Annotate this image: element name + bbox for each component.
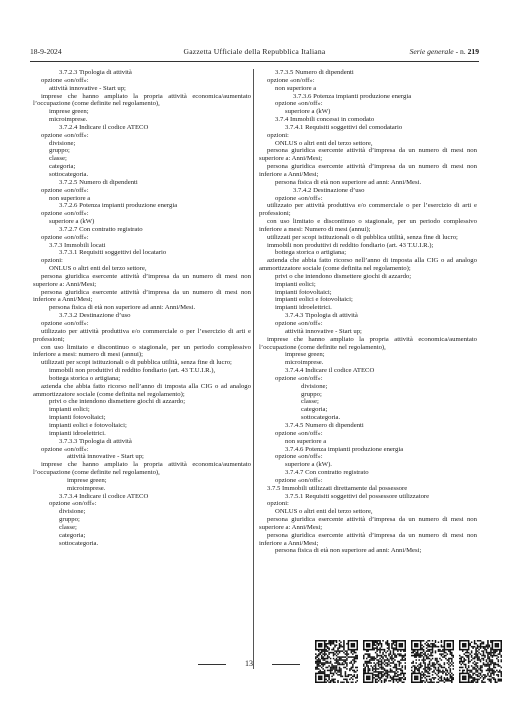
paragraph: 3.7.3.2 Destinazione d’uso <box>59 312 131 320</box>
paragraph: divisione; <box>49 139 76 147</box>
paragraph: opzione «on/off»: <box>41 320 89 327</box>
paragraph: 3.7.2.4 Indicare il codice ATECO <box>59 123 149 131</box>
paragraph: 3.7.2.5 Numero di dipendenti <box>59 178 138 186</box>
paragraph: impianti eolici; <box>275 280 316 288</box>
paragraph: opzione «on/off»: <box>41 445 89 453</box>
paragraph: opzione «on/off»: <box>49 500 97 508</box>
paragraph: imprese green; <box>67 476 107 484</box>
publication-date: 18-9-2024 <box>30 47 62 56</box>
paragraph: persona fisica di età non superiore ad anni: Anni/Mesi. <box>275 178 422 186</box>
qr-code-4 <box>459 640 502 683</box>
paragraph: opzioni: <box>267 131 289 139</box>
paragraph: persona giuridica esercente attività d’impresa da un numero di mesi non superiore a: Anni/Mesi; <box>259 147 477 163</box>
paragraph: impianti fotovoltaici; <box>275 288 332 296</box>
paragraph: non superiore a <box>285 437 327 445</box>
paragraph: opzione «on/off»: <box>275 320 323 327</box>
paragraph: opzione «on/off»: <box>41 131 89 139</box>
paragraph: azienda che abbia fatto ricorso nell’anno di imposta alla CIG o ad analogo ammortizzatore sociale (come definita nel regolamento); <box>33 382 251 398</box>
paragraph: 3.7.3.5 Numero di dipendenti <box>275 69 354 76</box>
paragraph: attività innovative - Start up; <box>49 84 126 92</box>
paragraph: classe; <box>301 398 319 406</box>
paragraph: persona giuridica esercente attività d’impresa da un numero di mesi non superiore a: Anni/Mesi; <box>259 516 477 531</box>
paragraph: superiore a (kW). <box>285 461 332 469</box>
paragraph: microimprese. <box>67 484 106 492</box>
paragraph: 3.7.3.6 Potenza impianti produzione energia <box>293 92 412 100</box>
paragraph: azienda che abbia fatto ricorso nell’anno di imposta alla CIG o ad analogo ammortizzatore sociale (come definita nel regolamento); <box>259 257 477 273</box>
paragraph: opzione «on/off»: <box>275 100 323 108</box>
paragraph: 3.7.4 Immobili concessi in comodato <box>275 116 375 124</box>
paragraph: 3.7.4.2 Destinazione d’uso <box>293 186 365 194</box>
paragraph: microimprese. <box>49 116 88 124</box>
paragraph: persona giuridica esercente attività d’impresa da un numero di mesi non inferiore a Anni/Mesi; <box>259 163 477 178</box>
paragraph: divisione; <box>59 508 86 516</box>
paragraph: 3.7.3.4 Indicare il codice ATECO <box>59 492 149 500</box>
paragraph: imprese green; <box>49 108 89 116</box>
page-number: 13 <box>245 659 253 668</box>
header-rule <box>30 61 479 62</box>
paragraph: persona fisica di età non superiore ad anni: Anni/Mesi; <box>275 547 422 555</box>
paragraph: utilizzato per attività produttiva e/o commerciale o per l’esercizio di arti e professioni; <box>33 327 251 343</box>
paragraph: impianti eolici e fotovoltaici; <box>275 296 353 304</box>
paragraph: con uso limitato e discontinuo o stagionale, per un periodo complessivo inferiore a mesi: numero di mesi (annui); <box>33 343 251 359</box>
paragraph: persona giuridica esercente attività d’impresa da un numero di mesi non inferiore a Anni/Mesi; <box>33 288 251 304</box>
paragraph: opzione «on/off»: <box>41 233 89 241</box>
paragraph: 3.7.2.7 Con contratto registrato <box>59 225 143 233</box>
paragraph: superiore a (kW) <box>49 218 95 226</box>
qr-code-2 <box>363 640 406 683</box>
paragraph: opzione «on/off»: <box>41 76 89 84</box>
paragraph: categoria; <box>59 531 86 539</box>
paragraph: opzione «on/off»: <box>275 453 323 461</box>
paragraph: classe; <box>49 155 67 163</box>
paragraph: categoria; <box>301 406 328 414</box>
paragraph: 3.7.4.3 Tipologia di attività <box>285 312 358 320</box>
paragraph: persona giuridica esercente attività d’impresa da un numero di mesi non superiore a: Anni/Mesi; <box>33 272 251 288</box>
qr-code-1 <box>315 640 358 683</box>
paragraph: categoria; <box>49 163 76 171</box>
page-header <box>30 46 479 58</box>
paragraph: imprese che hanno ampliato la propria attività economica/aumentato l’occupazione (come definite nel regolamento), <box>33 461 251 477</box>
paragraph: 3.7.5.1 Requisiti soggettivi del possessore utilizzatore <box>285 492 430 500</box>
paragraph: classe; <box>59 523 77 531</box>
paragraph: gruppo; <box>59 516 80 524</box>
paragraph: utilizzati per scopi istituzionali o di pubblica utilità, senza fine di lucro; <box>267 233 458 241</box>
paragraph: opzione «on/off»: <box>275 374 323 382</box>
paragraph: superiore a (kW) <box>285 108 331 116</box>
paragraph: 3.7.4.4 Indicare il codice ATECO <box>285 367 375 375</box>
paragraph: privi o che intendono dismettere giochi di azzardo; <box>49 398 186 406</box>
paragraph: sottocategoria. <box>49 170 89 178</box>
paragraph: attività innovative - Start up; <box>285 327 362 335</box>
paragraph: opzione «on/off»: <box>275 194 323 202</box>
paragraph: utilizzati per scopi istituzionali o di pubblica utilità, senza fine di lucro; <box>41 359 232 367</box>
paragraph: impianti idroelettrici. <box>49 429 106 437</box>
gazette-title: Gazzetta Ufficiale della Repubblica Italiana <box>183 47 326 56</box>
paragraph: 3.7.4.6 Potenza impianti produzione energia <box>285 445 404 453</box>
paragraph: opzione «on/off»: <box>275 476 323 484</box>
column-divider <box>253 69 254 669</box>
paragraph: privi o che intendono dismettere giochi di azzardo; <box>275 272 412 280</box>
paragraph: non superiore a <box>49 194 91 202</box>
paragraph: impianti fotovoltaici; <box>49 414 106 422</box>
paragraph: imprese che hanno ampliato la propria attività economica/aumentato l’occupazione (come definite nel regolamento), <box>33 92 251 108</box>
paragraph: opzione «on/off»: <box>41 186 89 194</box>
issue-info <box>410 46 479 58</box>
paragraph: 3.7.5 Immobili utilizzati direttamente dal possessore <box>267 484 408 492</box>
paragraph: ONLUS o altri enti del terzo settore, <box>49 265 147 273</box>
paragraph: 3.7.4.1 Requisiti soggettivi del comodatario <box>285 123 403 131</box>
paragraph: gruppo; <box>49 147 70 155</box>
paragraph: utilizzato per attività produttiva e/o commerciale o per l’esercizio di arti e professioni; <box>259 202 477 218</box>
paragraph: imprese che hanno ampliato la propria attività economica/aumentato l’occupazione (come definite nel regolamento), <box>259 335 477 351</box>
paragraph: 3.7.4.7 Con contratto registrato <box>285 469 369 477</box>
paragraph: 3.7.4.5 Numero di dipendenti <box>285 421 364 429</box>
paragraph: gruppo; <box>301 390 322 398</box>
paragraph: opzioni: <box>267 500 289 508</box>
issue-prefix: - n. <box>453 47 468 56</box>
paragraph: 3.7.3.1 Requisiti soggettivi del locatario <box>59 249 167 257</box>
paragraph: sottocategoria. <box>59 539 99 547</box>
left-column <box>33 69 251 547</box>
footer-rule-left <box>198 664 226 665</box>
paragraph: attività innovative - Start up; <box>67 453 144 461</box>
paragraph: impianti idroelettrici. <box>275 304 332 312</box>
paragraph: ONLUS o altri enti del terzo settore, <box>275 139 373 147</box>
issue-number: 219 <box>467 47 479 56</box>
paragraph: persona giuridica esercente attività d’impresa da un numero di mesi non inferiore a Anni/Mesi; <box>259 531 477 547</box>
paragraph: con uso limitato e discontinuo o stagionale, per un periodo complessivo inferiore a mesi: Numero di mesi (annui); <box>259 218 477 233</box>
paragraph: 3.7.2.3 Tipologia di attività <box>59 69 132 76</box>
paragraph: divisione; <box>301 382 328 390</box>
qr-code-3 <box>411 640 454 683</box>
paragraph: imprese green; <box>285 351 325 359</box>
paragraph: ONLUS o altri enti del terzo settore, <box>275 508 373 516</box>
paragraph: immobili non produttivi di reddito fondiario (art. 43 T.U.I.R.); <box>267 241 434 249</box>
paragraph: 3.7.3 Immobili locati <box>49 241 106 249</box>
paragraph: bottega storica o artigiana; <box>49 374 121 382</box>
paragraph: 3.7.3.3 Tipologia di attività <box>59 437 132 445</box>
paragraph: opzione «on/off»: <box>275 429 323 437</box>
paragraph: persona fisica di età non superiore ad anni: Anni/Mesi. <box>49 304 196 312</box>
paragraph: impianti eolici; <box>49 406 90 414</box>
paragraph: opzione «on/off»: <box>267 76 315 84</box>
paragraph: impianti eolici e fotovoltaici; <box>49 421 127 429</box>
right-column <box>259 69 477 555</box>
series-label: Serie generale <box>409 47 454 56</box>
paragraph: sottocategoria. <box>301 414 341 422</box>
paragraph: non superiore a <box>275 84 317 92</box>
footer-rule-right <box>272 664 300 665</box>
paragraph: immobili non produttivi di reddito fondiario (art. 43 T.U.I.R.), <box>49 367 216 375</box>
paragraph: bottega storica o artigiana; <box>275 249 347 257</box>
paragraph: opzioni: <box>41 257 63 265</box>
paragraph: microimprese. <box>285 359 324 367</box>
paragraph: 3.7.2.6 Potenza impianti produzione energia <box>59 202 178 210</box>
paragraph: opzione «on/off»: <box>41 210 89 218</box>
